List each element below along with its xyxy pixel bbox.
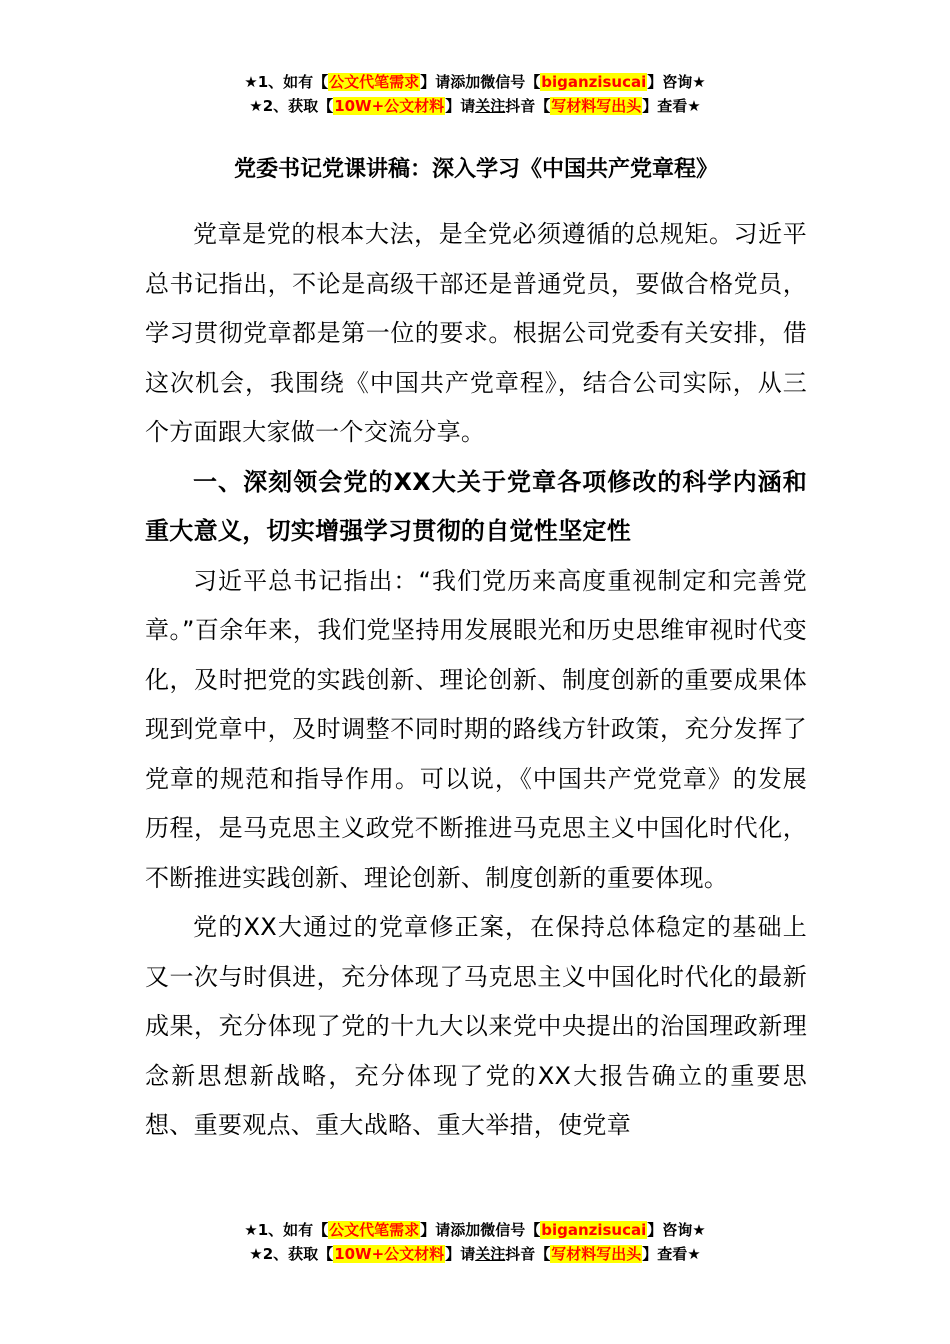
banner-text: 】请 [445,97,476,115]
banner-highlight: 写材料写出头 [551,97,642,115]
document-body [145,150,807,1151]
header-banner [0,70,950,118]
paragraph-body: 党的XX大通过的党章修正案，在保持总体稳定的基础上又一次与时俱进，充分体现了马克思主义中国化时代化的最新成果，充分体现了党的十九大以来党中央提出的治国理政新理念新思想新战略，充分体现了党的XX大报告确立的重要思想、重要观点、重大战略、重大举措，使党章 [145,913,807,1139]
banner-highlight: biganzisucai [541,1221,647,1239]
paragraph-body: 习近平总书记指出：“我们党历来高度重视制定和完善党章。”百余年来，我们党坚持用发展眼光和历史思维审视时代变化，及时把党的实践创新、理论创新、制度创新的重要成果体现到党章中，及时调整不同时期的路线方针政策，充分发挥了党章的规范和指导作用。可以说，《中国共产党党章》的发展历程，是马克思主义政党不断推进马克思主义中国化时代化，不断推进实践创新、理论创新、制度创新的重要体现。 [145,566,807,892]
banner-text: ★1、如有【 [244,73,329,91]
banner-text: ★1、如有【 [244,1221,329,1239]
banner-text: 】请添加微信号【 [420,73,541,91]
banner-line-1 [0,1218,950,1242]
banner-underlined-text: 关注 [475,97,506,115]
banner-text: 抖音【 [505,97,551,115]
banner-line-2 [0,1242,950,1266]
banner-text: ★2、获取【 [249,97,334,115]
banner-highlight: biganzisucai [541,73,647,91]
banner-text: 】请添加微信号【 [420,1221,541,1239]
banner-text: 】咨询★ [647,73,706,91]
banner-underlined-text: 关注 [475,1245,506,1263]
section-heading-1: 一、深刻领会党的XX大关于党章各项修改的科学内涵和重大意义，切实增强学习贯彻的自觉性坚定性 [145,467,807,545]
banner-line-1 [0,70,950,94]
banner-highlight: 公文代笔需求 [329,1221,420,1239]
document-title: 党委书记党课讲稿：深入学习《中国共产党章程》 [233,157,718,182]
banner-line-2 [0,94,950,118]
banner-highlight: 10W+公文材料 [334,97,445,115]
banner-text: 】查看★ [642,97,701,115]
banner-text: ★2、获取【 [249,1245,334,1263]
banner-text: 】咨询★ [647,1221,706,1239]
banner-text: 抖音【 [505,1245,551,1263]
banner-highlight: 10W+公文材料 [334,1245,445,1263]
banner-text: 】请 [445,1245,476,1263]
paragraph-intro: 党章是党的根本大法，是全党必须遵循的总规矩。习近平总书记指出，不论是高级干部还是普通党员，要做合格党员，学习贯彻党章都是第一位的要求。根据公司党委有关安排，借这次机会，我围绕《中国共产党章程》，结合公司实际，从三个方面跟大家做一个交流分享。 [145,220,807,446]
banner-highlight: 公文代笔需求 [329,73,420,91]
banner-text: 】查看★ [642,1245,701,1263]
banner-highlight: 写材料写出头 [551,1245,642,1263]
footer-banner [0,1218,950,1266]
